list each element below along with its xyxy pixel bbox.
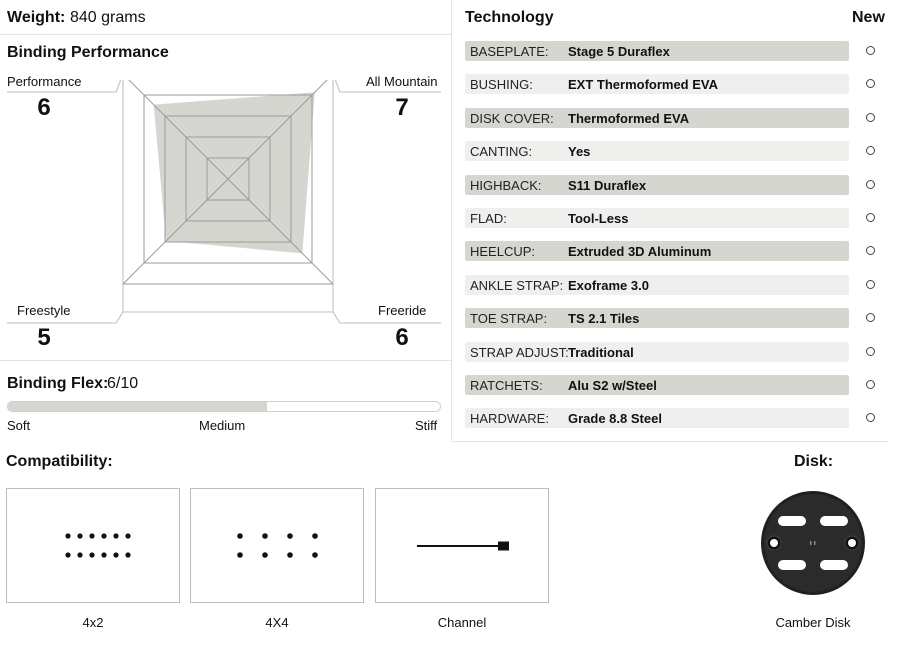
tech-row bbox=[465, 208, 885, 241]
tech-row bbox=[465, 141, 885, 174]
tech-key: BUSHING: bbox=[470, 77, 533, 93]
tech-row-bar bbox=[465, 308, 849, 328]
tech-row-bar bbox=[465, 241, 849, 261]
tech-row-bar bbox=[465, 208, 849, 228]
camber-disk-icon bbox=[760, 489, 866, 597]
tech-key: TOE STRAP: bbox=[470, 311, 548, 327]
tech-key: RATCHETS: bbox=[470, 377, 543, 393]
tech-row bbox=[465, 41, 885, 74]
flex-meter bbox=[7, 401, 441, 412]
tech-row bbox=[465, 241, 885, 274]
left-panel bbox=[0, 0, 452, 442]
radar-frame-bottom bbox=[7, 312, 441, 323]
tech-row bbox=[465, 408, 885, 441]
axis-value-freestyle: 5 bbox=[37, 324, 51, 351]
tech-value: TS 2.1 Tiles bbox=[568, 311, 640, 327]
tech-row bbox=[465, 74, 885, 107]
tech-value: Grade 8.8 Steel bbox=[568, 411, 662, 427]
tech-row bbox=[465, 108, 885, 141]
flex-soft-label: Soft bbox=[7, 418, 31, 433]
hole-pattern-4x4-icon bbox=[191, 489, 365, 604]
new-indicator-radio[interactable] bbox=[866, 146, 875, 155]
tech-key: STRAP ADJUST: bbox=[470, 344, 569, 360]
tech-row-bar bbox=[465, 74, 849, 94]
tech-row-bar bbox=[465, 108, 849, 128]
radar-frame-top bbox=[7, 80, 441, 92]
binding-flex-value: 6/10 bbox=[107, 375, 139, 392]
new-indicator-radio[interactable] bbox=[866, 113, 875, 122]
binding-flex-section bbox=[0, 360, 452, 442]
tech-key: HARDWARE: bbox=[470, 411, 549, 427]
new-indicator-radio[interactable] bbox=[866, 46, 875, 55]
tech-value: Exoframe 3.0 bbox=[568, 277, 649, 293]
tech-value: Traditional bbox=[568, 344, 634, 360]
flex-meter-fill bbox=[8, 402, 267, 411]
tech-value: Stage 5 Duraflex bbox=[568, 44, 670, 59]
new-indicator-radio[interactable] bbox=[866, 413, 875, 422]
compat-label-4x2: 4x2 bbox=[82, 615, 104, 630]
flex-stiff-label: Stiff bbox=[415, 418, 438, 433]
tech-row bbox=[465, 375, 885, 408]
axis-label-freeride: Freeride bbox=[378, 303, 427, 318]
new-indicator-radio[interactable] bbox=[866, 213, 875, 222]
tech-row-bar bbox=[465, 408, 849, 428]
binding-flex-label: Binding Flex: bbox=[7, 375, 109, 392]
tech-key: HIGHBACK: bbox=[470, 177, 542, 193]
new-indicator-radio[interactable] bbox=[866, 246, 875, 255]
new-indicator-radio[interactable] bbox=[866, 79, 875, 88]
weight-label: Weight: bbox=[7, 9, 66, 26]
tech-key: DISK COVER: bbox=[470, 110, 554, 126]
tech-row bbox=[465, 342, 885, 375]
performance-radar-chart bbox=[0, 80, 452, 350]
axis-value-all-mountain: 7 bbox=[395, 94, 409, 121]
tech-row-bar bbox=[465, 175, 849, 195]
new-indicator-radio[interactable] bbox=[866, 380, 875, 389]
new-indicator-radio[interactable] bbox=[866, 347, 875, 356]
disk-label: Camber Disk bbox=[775, 615, 851, 630]
new-indicator-radio[interactable] bbox=[866, 280, 875, 289]
tech-value: S11 Duraflex bbox=[568, 177, 647, 193]
axis-value-freeride: 6 bbox=[395, 324, 409, 351]
binding-performance-title: Binding Performance bbox=[7, 44, 169, 61]
new-indicator-radio[interactable] bbox=[866, 180, 875, 189]
tech-row-bar bbox=[465, 375, 849, 395]
axis-label-performance: Performance bbox=[7, 74, 82, 89]
tech-key: FLAD: bbox=[470, 210, 507, 226]
weight-value: 840 grams bbox=[70, 9, 146, 26]
tech-row-bar bbox=[465, 275, 849, 295]
tech-value: Yes bbox=[568, 144, 591, 160]
axis-label-all-mountain: All Mountain bbox=[366, 74, 438, 89]
tech-key: HEELCUP: bbox=[470, 244, 536, 260]
tech-value: EXT Thermoformed EVA bbox=[568, 77, 719, 93]
compat-label-4x4: 4X4 bbox=[265, 615, 289, 630]
tech-row bbox=[465, 175, 885, 208]
tech-row bbox=[465, 308, 885, 341]
channel-card bbox=[375, 488, 549, 603]
axis-label-freestyle: Freestyle bbox=[17, 303, 71, 318]
tech-value: Thermoformed EVA bbox=[568, 110, 690, 126]
tech-value: Extruded 3D Aluminum bbox=[568, 244, 712, 260]
technology-list bbox=[465, 41, 885, 442]
disk-title: Disk: bbox=[794, 453, 834, 470]
tech-key: CANTING: bbox=[470, 144, 533, 160]
divider bbox=[453, 441, 888, 442]
tech-value: Tool-Less bbox=[568, 210, 629, 226]
flex-medium-label: Medium bbox=[199, 418, 246, 433]
compat-label-channel: Channel bbox=[437, 615, 487, 630]
tech-row-bar bbox=[465, 41, 849, 61]
new-indicator-radio[interactable] bbox=[866, 313, 875, 322]
weight-row bbox=[0, 0, 452, 35]
tech-row bbox=[465, 275, 885, 308]
tech-key: BASEPLATE: bbox=[470, 44, 549, 59]
hole-pattern-4x2-icon bbox=[7, 489, 181, 604]
hole-pattern-4x4-card bbox=[190, 488, 364, 603]
tech-row-bar bbox=[465, 141, 849, 161]
compatibility-title: Compatibility: bbox=[6, 453, 113, 470]
channel-icon bbox=[376, 489, 550, 604]
axis-value-performance: 6 bbox=[37, 94, 51, 121]
tech-key: ANKLE STRAP: bbox=[470, 277, 564, 293]
hole-pattern-4x2-card bbox=[6, 488, 180, 603]
tech-value: Alu S2 w/Steel bbox=[568, 377, 657, 393]
new-column-title: New bbox=[852, 9, 885, 26]
technology-title: Technology bbox=[465, 9, 554, 26]
tech-row-bar bbox=[465, 342, 849, 362]
